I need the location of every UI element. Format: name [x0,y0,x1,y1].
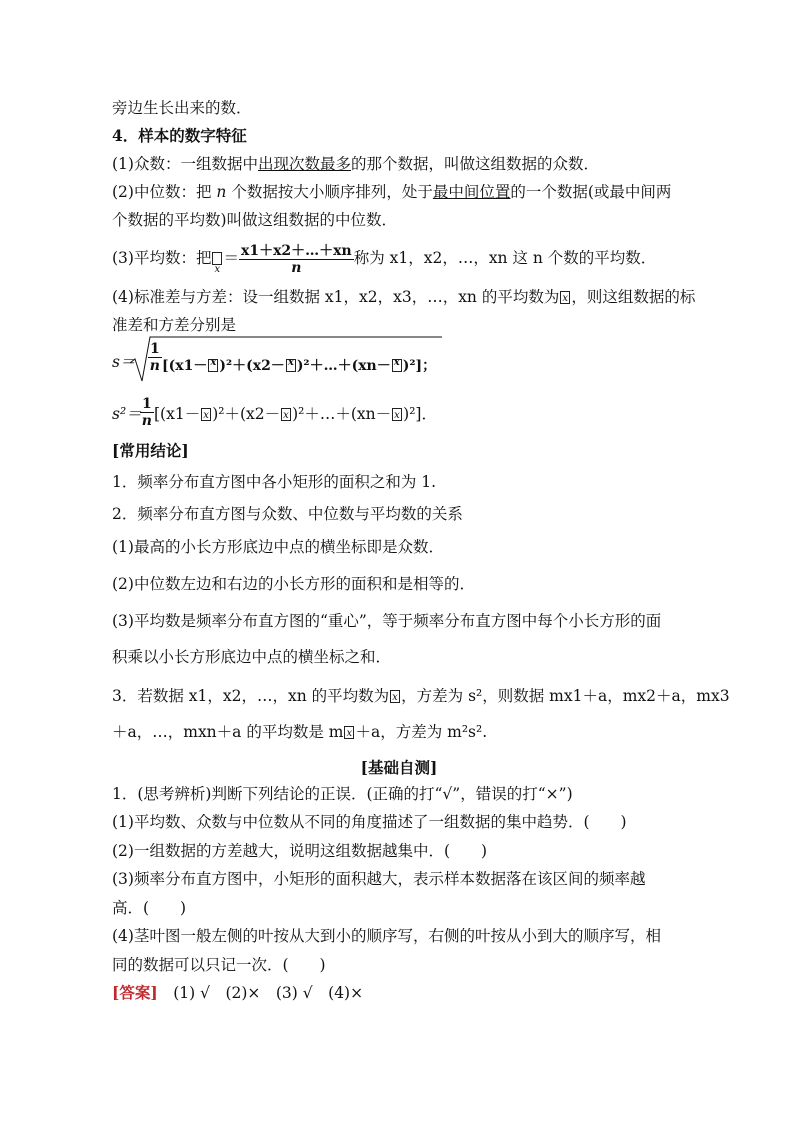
section-heading: [常用结论] [112,441,189,460]
text-line: (3)平均数是频率分布直方图的“重心”，等于频率分布直方图中每个小长方形的面 [112,612,662,630]
mean-fraction: $\frac{x1+x2+\dots+xn}{n}$ [240,242,352,276]
text-line: (4)标准差与方差：设一组数据 x1，x2，x3，…，xn 的平均数为x ，则这组数据的标 [112,287,686,307]
question-line: 高．( ) [112,899,187,917]
text-line: (1)最高的小长方形底边中点的横坐标即是众数． [112,538,444,556]
answer-text: (1) √ (2)× (3) √ (4)× [173,984,364,1002]
variance-formula: s²＝ $\frac{1}{n}$ [(x1－x )²＋(x2－x )²＋…＋(xn－x )²]． [112,396,686,432]
answer-line [112,983,686,1003]
question-line: (3)频率分布直方图中，小矩形的面积越大，表示样本数据落在该区间的频率越 [112,870,646,888]
x-bar-symbol [281,408,291,421]
question-line: 同的数据可以只记一次．( ) [112,956,326,974]
x-bar-symbol [344,726,354,739]
underlined-term: 出现次数最多 [257,155,351,173]
text-line: 3．若数据 x1，x2，…，xn 的平均数为x ，方差为 s²，则数据 mx1＋a，mx2＋a，mx3 [112,686,686,706]
text-line: 1．频率分布直方图中各小矩形的面积之和为 1. [112,473,437,491]
section-heading: [基础自测] [360,758,438,777]
std-dev-formula: s＝ $\frac{1}{n}$ [(x1－x )²＋(x2－x )²＋…＋(xn－x )²]； [112,335,442,385]
mean-formula-line: (3)平均数：把x ＝ $\frac{x1+x2+\dots+xn}{n}$ 称为 x1，x2，…，xn 这 n 个数的平均数． [112,238,686,278]
underlined-term: 最中间位置 [432,183,511,201]
x-bar-symbol [201,408,211,421]
section-heading: 4．样本的数字特征 [112,126,247,145]
text-line: 积乘以小长方形底边中点的横坐标之和． [112,648,392,666]
x-bar-symbol [212,252,222,265]
question-line: 1．(思考辨析)判断下列结论的正误．(正确的打“√”，错误的打“×”) [112,785,573,803]
x-bar-symbol [286,359,296,372]
x-bar-symbol [392,359,402,372]
x-bar-symbol [392,408,402,421]
text-line: 2．频率分布直方图与众数、中位数与平均数的关系 [112,505,463,523]
question-line: (2)一组数据的方差越大，说明这组数据越集中．( ) [112,842,488,860]
x-bar-symbol [208,359,218,372]
x-bar-symbol [390,690,400,703]
text-line: ＋a，…，mxn＋a 的平均数是 mx ＋a，方差为 m²s². [112,722,686,742]
text-line: (1)众数：一组数据中出现次数最多的那个数据，叫做这组数据的众数． [112,155,599,173]
text-line: 个数据的平均数)叫做这组数据的中位数． [112,211,398,229]
question-line: (1)平均数、众数与中位数从不同的角度描述了一组数据的集中趋势．( ) [112,813,627,831]
text-line: (2)中位数左边和右边的小长方形的面积和是相等的． [112,575,475,593]
variance-fraction: $\frac{1}{n}$ [141,396,152,429]
text-line: (2)中位数：把 n 个数据按大小顺序排列，处于最中间位置的一个数据(或最中间两 [112,183,672,201]
std-fraction: $\frac{1}{n}$ [149,341,160,374]
text-line: 旁边生长出来的数． [112,99,252,117]
text-line: 准差和方差分别是 [112,316,237,334]
answer-label: [答案] [112,983,158,1002]
x-bar-symbol [560,291,570,304]
question-line: (4)茎叶图一般左侧的叶按从大到小的顺序写，右侧的叶按从小到大的顺序写，相 [112,927,661,945]
